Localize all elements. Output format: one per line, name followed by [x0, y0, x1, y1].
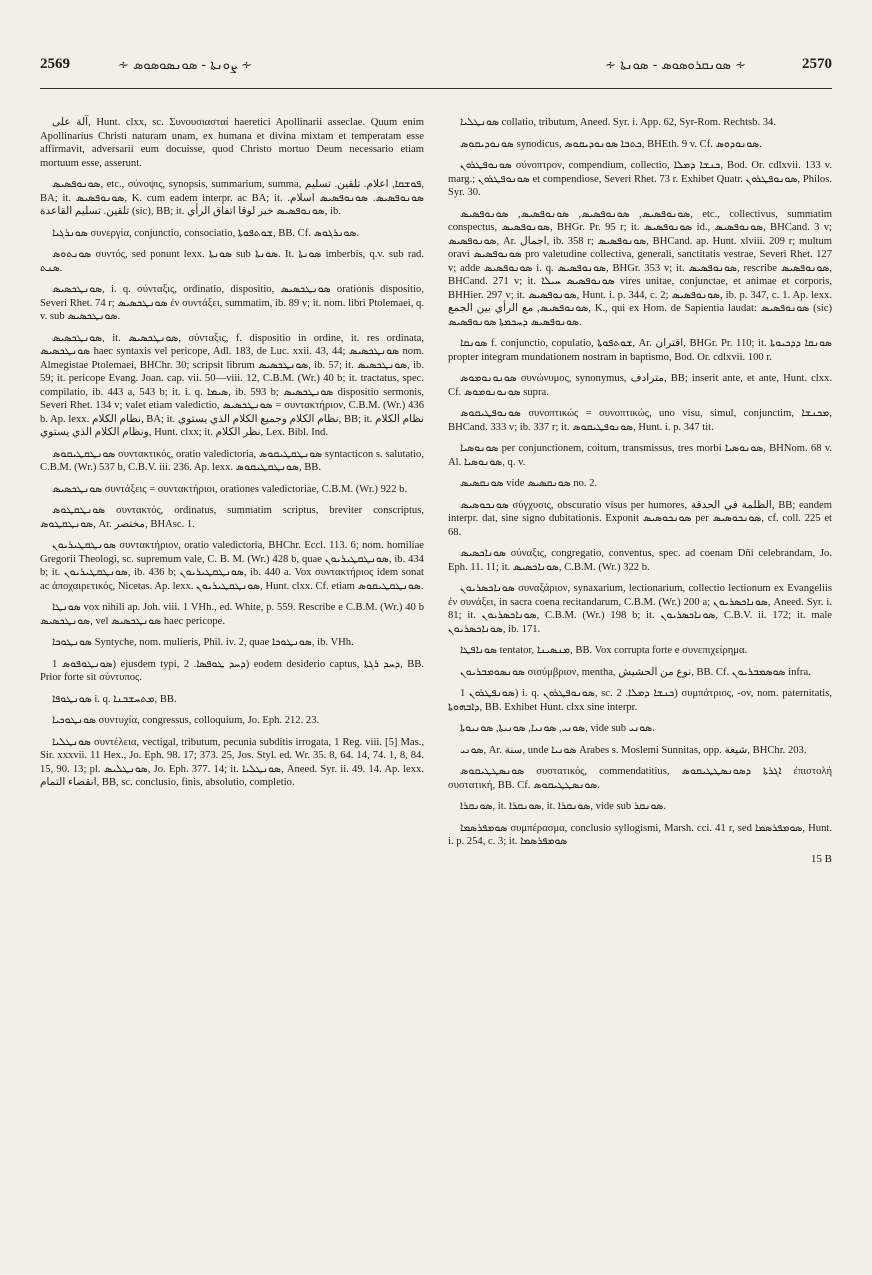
dictionary-entry: ܣܘܢܝ, ܣܘܢܝܐ, ܣܘܢܝܬܐ, ܣܘܢܝܘܬܐ, vide sub ܣܘܢܝ. — [460, 723, 655, 734]
running-head-left: ∻ ܨܘܢܬܐ ‐ ܣܘܢܣܘܣܘܣ ∻ — [118, 58, 252, 73]
dictionary-entry: ܣܘܢܐܟܣܪܝܘܢ συναξάριον, synaxarium, lectionarium, collectio lectionum ex Evangeliis ἐν συνάξει, in sacra coena recitandarum, C.B.M. (Wr.) 200 a; ܣܘܢܐܟܣܪܝܘܢ, Aneed. Syr. i. 81; it. ܣܘܢܐܟܣܪܝܘܢ, C.B.M. (Wr.) 198 b; it. ܣܘܢܐܟܣܪܝܘܢ, C.B.V. ii. 172; it. male ܣܘܢܐܟܣܪܝܘܢ, ib. 171. — [448, 583, 832, 635]
running-head-right: ∻ ܣܘܢܩܪܘܣܘܣ ‐ ܣܘܢܬܐ ∻ — [605, 58, 746, 73]
dictionary-entry: ܣܘܢܪܓܝܐ συνεργία, conjunctio, consociatio, ܫܘܬܦܘܬܐ, BB. Cf. ܣܘܢܪܓܘܣ. — [52, 227, 360, 239]
dictionary-entry: ܣܘܢܣܘܡܒܪܝܘܢ σισύμβριον, mentha, نوع من الحشيش, BB. Cf. ܣܘܣܡܒܪܝܘܢ infra. — [460, 666, 811, 678]
dictionary-entry: ܣܘܢܣܛܛܝܩܘܣ συστατικός, commendatitius, ܐܓܪܬܐ ܕܣܘܢܣܛܛܝܩܘܣ ἐπιστολή συστατική, BB. Cf. ܣܘܢܣܛܛܝܩܘܣ. — [448, 766, 833, 791]
header-rule — [40, 88, 832, 89]
dictionary-entry: ܣܘܢܘܦܣܝܣ, ܣܘܢܘܦܣܝܣ, ܣܘܢܘܦܣܝܣ, ܣܘܢܘܦܣܝܣ, etc., collectivus, summatim conspectus, ܣܘܢܘܦܣܝܣ, BHGr. Pr. 95 r; it. ܣܘܢܘܦܣܝܣ id., ܣܘܢܘܦܣܝܣ, BHCand. 3 v; ܣܘܢܘܦܣܝܣ, Ar. اجمال, ib. 358 r; ܣܘܢܘܦܣܝܣ, BHCand. ap. Hunt. xlviii. 209 r; multum oravi ܣܘܢܘܦܣܝܣ pro valetudine collectiva, generali, sanctitatis vestrae, Severi Rhet. 127 v; adde ܣܘܢܘܦܣܝܣ i. q. ܣܘܢܘܦܣܝܣ, BHGr. 353 v; it. ܣܘܢܘܦܣܝܣ, rescribe ܣܘܢܘܦܣܝܣ, BHCand. 271 v; it. ܣܘܢܘܦܣܝܣ ܚܝܠܐ vires unitae, conjunctae, et animae et corporis, BHHier. 297 v; it. ܣܘܢܘܦܣܝܣ, Hunt. i. p. 344, c. 2; ܣܘܢܘܦܣܝܣ, ib. p. 347, c. 1. Ap. lexx. ܣܘܢܘܦܣܝܣ, مع الرأي بين الجمع, K., qui ex Hom. de Sapientia laudat: ܣܘܢܘܦܣܝܣ (sic) ܣܘܢܘܦܣܝܣ ܕܚܟܡܬܐ ܣܘܢܘܦܣܝܣ. — [448, 208, 833, 328]
dictionary-entry: ܣܘܢܐܦܛܐ tentator, ܡܢܣܝܢܐ, BB. Vox corrupta forte e συνεπιχείρημα. — [460, 645, 748, 656]
left-column — [40, 116, 424, 1246]
dictionary-entry: ܣܘܢܛܟܣܝܣ, i. q. σύνταξις, ordinatio, dispositio, ܣܘܢܛܟܣܝܣ orationis dispositio, Severi Rhet. 74 r; ܣܘܢܛܟܣܝܣ ἐν συντάξει, summatim, ib. 89 v; it. nom. libri Ptolemaei, q. v. sub ܣܘܢܛܟܣܝܣ. — [40, 284, 424, 322]
dictionary-entry: ܣܘܢܩܐ f. conjunctio, copulatio, ܫܘܬܦܘܬܐ, Ar. اقتران, BHGr. Pr. 110; it. ܣܘܢܩܐ ܕܕܟܝܘܬܐ propter integram mundationem nostram in baptismo, Bod. Or. cdlxvii. 100 r. — [448, 338, 832, 363]
dictionary-entry: ܣܘܢܝ, Ar. سنة, unde ܣܘܢܝܐ Arabes s. Moslemi Sunnitas, opp. شيعة, BHChr. 203. — [460, 744, 807, 756]
dictionary-entry: ܣܘܢܛܘܦܐ i. q. ܡܬܚܫܒܢܐ, BB. — [52, 693, 177, 705]
dictionary-entry: ܣܘܢܛܘܟܝܐ συντυχία, congressus, colloquium, Jo. Eph. 212. 23. — [52, 715, 320, 726]
dictionary-entry: ܣܘܢܛܟܣܝܣ, it. ܣܘܢܛܟܣܝܣ, σύνταξις, f. dispositio in ordine, it. res ordinata, ܣܘܢܛܟܣܝܣ haec syntaxis vel pericope, Adl. 183, de Luc. xxii. 43, 44; ܣܘܢܛܟܣܝܣ nom. Almegistae Ptolemaei, BHChr. 30; scripsit librum ܣܘܢܛܟܣܝܣ, ib. 57; it. ܣܘܢܛܟܣܝܣ, ib. 59; it. pericope Evang. Joan. cap. vii. 50—viii. 12, C.B.M. (Wr.) 40 b; it. tractatus, spec. compilatio, ib. 443 a, 543 b; it. i. q. ܣܝܡܐ, ib. 593 b; ܣܘܢܛܟܣܝܣ dispositio sermonis, Severi Rhet. 134 v; valet etiam valedictio, ܣܘܢܛܟܣܝܣ = συντακτήριον, C.B.M. (Wr.) 436 b. Ap. lexx. نظام الكلام, BA; it. نظام الكلام وجميع الكلام الذي يستوي, BB; it. نظام الكلام ونظام الكلام الذي يستوي, Hunt. clxx; it. نظر الكلام, Lex. Bibl. Ind. — [40, 332, 425, 438]
dictionary-entry: ܣܘܢܩܪܐ, it. ܣܘܢܩܪܐ, it. ܣܘܢܩܪܐ, vide sub ܣܘܢܩܪ. — [460, 801, 667, 812]
dictionary-entry: ܣܘܢܛܩܛܝܪܝܘܢ συντακτήριον, oratio valedictoria, BHChr. Eccl. 113. 6; nom. homiliae Gregorii Theologi, sc. supremum vale, C. B. M. (Wr.) 428 b, quae ܣܘܢܛܩܛܝܪܝܘܢ, ib. 434 b; it. ܣܘܢܛܩܛܝܪܝܘܢ, ib. 436 b; ܣܘܢܛܩܛܝܪܝܘܢ, ib. 440 a. Vox συντακτήριος idem sonat ac ἀποχαιρετικός, Nicetas. Ap. lexx. ܣܘܢܛܩܛܝܪܝܘܢ, Hunt. clxx. Cf. etiam ܣܘܢܛܩܛܝܩܘܣ. — [40, 540, 424, 592]
dictionary-entry: ܣܘܢܦܛܪܘܢ 1) i. q. ܣܘܢܘܦܛܪܘܢ, sc. ܟܢܫܐ ܕܡܠܐ. 2) συμπάτριος, -ov, nom. paternitatis, ܕܐܒܗܘܬܐ, BB. Exhibet Hunt. clxx sine interpr. — [448, 688, 832, 713]
dictionary-entry: ܣܘܢܘܣܝܐ per conjunctionem, coitum, transmissus, tres morbi ܣܘܢܘܣܝܐ, BHNom. 68 v. Al. ܣܘܢܘܣܝܐ, q. v. — [448, 443, 832, 468]
page-number-left: 2569 — [40, 56, 70, 72]
two-column-body — [40, 116, 832, 1246]
dictionary-entry: ܣܘܢܘܦܣܝܣ, etc., σύνοψις, synopsis, summarium, summa, ܦܘܫܩܐ, اعلام. تلقين. تسليم, BA; it. ܣܘܢܘܦܣܝܣ, K. cum eadem interpr. ac BA; it. ܣܘܢܘܦܣܝܣ. ܣܘܢܘܦܣܝܣ اسلام. تلقين. تسليم القاعدة (sic), BB; it. ܣܘܢܘܦܣܝܣ خبر لوقا اتفاق الرأي, ib. — [40, 179, 424, 217]
dictionary-entry: ܣܘܢܬܘܣ συντός, sed ponunt lexx. ܣܘܢܬܐ sub ܣܘܢܬܐ. It. ܣܘܢܬܐ imberbis, q.v. sub rad. ܣܢܬ. — [40, 249, 424, 274]
right-column — [448, 116, 832, 1246]
dictionary-entry: ܣܘܢܛܟܣܝܣ συντάξεις = συντακτήριοι, orationes valedictoriae, C.B.M. (Wr.) 922 b. — [52, 483, 408, 495]
page-header — [40, 56, 832, 86]
signature-mark: 15 B — [810, 852, 832, 865]
dictionary-entry: آلة على, Hunt. clxx, sc. Συνουσιασταί haeretici Apollinarii asseclae. Quum enim Apollinarius Christi naturam unam, ex humana et divina mixtam et temperatam esse affirmavit, adversarii eum docuisse, quod Christo mortuo Deum necessario etiam mortuum esse, asserunt. — [40, 117, 424, 169]
dictionary-entry: ܣܘܢܘܢܘܡܘܣ συνώνυμος, synonymus, مترادف, BB; inserit ante, et ante, Hunt. clxx. Cf. ܣܘܢܘܢܘܡܘܣ supra. — [448, 373, 832, 398]
dictionary-entry: ܣܘܢܘܦܛܪܘܢ σύνοπτρον, compendium, collectio, ܟܢܫܐ ܕܡܠܐ, Bod. Or. cdlxvii. 133 v. marg.; ܣܘܢܘܦܛܪܘܢ et compendiose, Severi Rhet. 73 r. Exhibet Quatr. ܣܘܢܘܦܛܪܘܢ, Philos. Syr. 30. — [448, 160, 832, 198]
dictionary-entry: ܣܘܢܛܘܟܐ Syntyche, nom. mulieris, Phil. iv. 2, quae ܣܘܢܛܘܟܐ, ib. VHh. — [52, 637, 354, 648]
page-number-right: 2570 — [802, 56, 832, 72]
dictionary-entry: ܣܘܢܛܘܦܘܣ 1) ejusdem typi, ܕܚܕ ܛܘܦܣܐ. 2) eodem desiderio captus, ܕܚܕ ܪܓܬܐ, BB. Prior forte sit σύντυπος. — [40, 658, 424, 683]
dictionary-entry: ܣܘܢܛܠܝܐ συντέλεια, vectigal, tributum, pecunia subditis irrogata, 1 Reg. viii. [5] Mas., Sir. xxxvii. 11 Hex., Jo. Eph. 98. 17; 373. 25, Jos. Styl. ed. Wr. 35. 8, 64. 14, 74. 1, 8, 84. 15, 90. 13; pl. ܣܘܢܛܠܝܣ, Jo. Eph. 377. 14; it. ܣܘܢܛܠܝܐ, Aneed. Syr. ii. 49. 14. Ap. lexx. انقضاء التمام, BB, sc. conclusio, finis, absolutio, completio. — [40, 736, 424, 788]
dictionary-entry: ܣܘܢܛܩܛܝܩܘܣ συντακτικός, oratio valedictoria, ܣܘܢܛܩܛܝܩܘܣ syntacticon s. salutatio, C.B.M. (Wr.) 537 b, C.B.V. iii. 236. Ap. lexx. ܣܘܢܛܩܛܝܩܘܣ, BB. — [40, 448, 424, 473]
dictionary-entry: ܣܘܢܟܘܣܝܣ σύγχυσις, obscuratio visus per humores, الظلمة في الحدقة, BB; eandem interpr. dat, sine signo dubitationis. Exponit ܣܘܢܟܘܣܝܣ per ܣܘܢܟܘܣܝܣ, cf. coll. 225 et 68. — [448, 499, 832, 538]
dictionary-entry: ܣܘܢܛܩܛܘܣ συντακτός, ordinatus, summatim scriptus, breviter conscriptus, ܣܘܢܛܩܛܘܣ, Ar. مختصر, BHAsc. 1. — [40, 505, 424, 530]
dictionary-entry: ܣܘܢܛܠܝܐ collatio, tributum, Aneed. Syr. i. App. 62, Syr-Rom. Rechtsb. 34. — [460, 117, 776, 128]
dictionary-entry: ܣܘܡܦܪܣܡܐ συμπέρασμα, conclusio syllogismi, Marsh. cci. 41 r, sed ܣܘܡܦܪܣܡܐ, Hunt. i. p. 254, c. 3; it. ܣܘܡܦܪܣܡܐ — [448, 822, 832, 847]
dictionary-entry: ܣܘܢܛܐ vox nihili ap. Joh. viii. 1 VHh., ed. White, p. 559. Rescribe e C.B.M. (Wr.) 40 b ܣܘܢܛܟܣܝܣ, vel ܣܘܢܛܟܣܝܣ haec pericope. — [40, 602, 424, 627]
dictionary-entry: ܣܘܢܘܦܛܝܩܘܣ συνοπτικώς = συνοπτικώς, uno visu, simul, conjunctim, ܡܟܢܫܐ, BHCand. 333 v; ib. 337 r; it. ܣܘܢܘܦܛܝܩܘܣ, Hunt. i. p. 347 tit. — [448, 408, 832, 433]
dictionary-entry: ܣܘܢܩܣܝܣ vide ܣܘܢܩܣܝܣ no. 2. — [460, 478, 598, 489]
dictionary-entry: ܣܘܢܘܕܝܩܘܣ synodicus, ܟܬܒܐ ܣܘܢܘܕܝܩܘܣ, BHEth. 9 v. Cf. ܣܘܢܘܕܘܣ. — [460, 138, 762, 150]
dictionary-entry: ܣܘܢܐܟܣܝܣ σύναξις, congregatio, conventus, spec. ad coenam Dñi celebrandam, Jo. Eph. 11. 11; it. ܣܘܢܐܟܣܝܣ, C.B.M. (Wr.) 322 b. — [448, 548, 832, 573]
dictionary-page — [40, 56, 832, 1246]
